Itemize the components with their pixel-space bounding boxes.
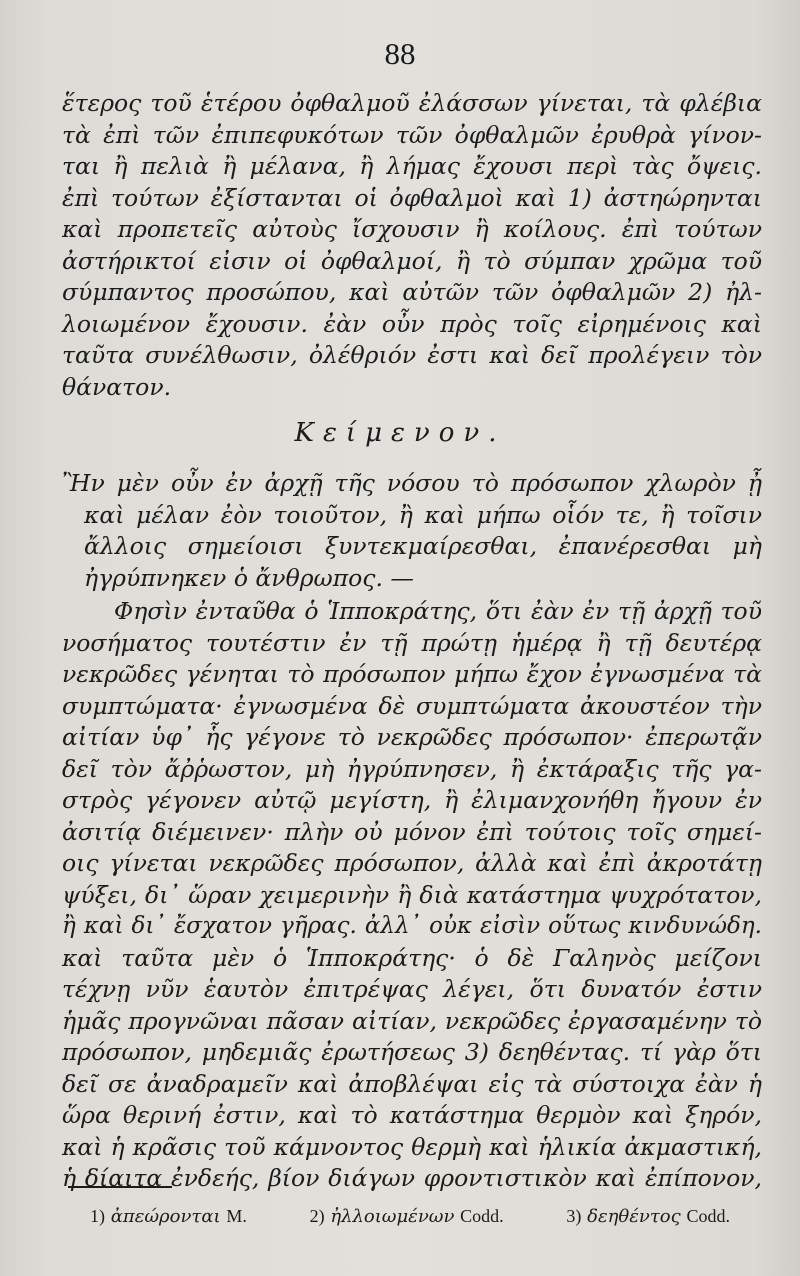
commentary-line: ψύξει, δι᾽ ὥραν χειμερινὴν ἢ διὰ κατάστημα ψυχρότατον, (62, 880, 762, 909)
footnote-source: Codd. (686, 1206, 730, 1226)
footnote-source: M. (226, 1206, 247, 1226)
commentary-line: δεῖ σε ἀναδραμεῖν καὶ ἀποβλέψαι εἰς τὰ σύστοιχα ἐὰν ἡ (62, 1069, 762, 1098)
footnote-variant: ἀπεώρονται (110, 1206, 221, 1227)
text-line: ται ἢ πελιὰ ἢ μέλανα, ἢ λήμας ἔχουσι περὶ τὰς ὄψεις. (62, 152, 762, 180)
commentary-line: δεῖ τὸν ἄῤῥωστον, μὴ ἠγρύπνησεν, ἢ ἐκτάραξις τῆς γα- (62, 754, 762, 783)
footnote-2 (310, 1206, 504, 1227)
text-line: ἐπὶ τούτων ἐξίστανται οἱ ὀφθαλμοὶ καὶ 1) ἀστηώρηνται (62, 183, 762, 212)
text-line: λοιωμένον ἔχουσιν. ἐὰν οὖν πρὸς τοῖς εἰρημένοις καὶ (62, 309, 762, 338)
text-line: καὶ προπετεῖς αὐτοὺς ἴσχουσιν ἢ κοίλους. ἐπὶ τούτων (62, 215, 762, 243)
text-line: σύμπαντος προσώπου, καὶ αὐτῶν τῶν ὀφθαλμῶν 2) ἠλ- (62, 278, 762, 306)
footnote-3 (566, 1206, 730, 1227)
commentary-line: καὶ ταῦτα μὲν ὁ Ἱπποκράτης· ὁ δὲ Γαληνὸς μείζονι (62, 943, 762, 972)
footnote-divider (68, 1186, 172, 1188)
footnotes (90, 1206, 730, 1227)
text-line: ταῦτα συνέλθωσιν, ὀλέθριόν ἐστι καὶ δεῖ προλέγειν τὸν (62, 341, 762, 369)
commentary-line: καὶ ἡ κρᾶσις τοῦ κάμνοντος θερμὴ καὶ ἡλικία ἀκμαστική, (62, 1132, 762, 1161)
commentary-line: οις γίνεται νεκρῶδες πρόσωπον, ἀλλὰ καὶ ἐπὶ ἀκροτάτῃ (62, 849, 762, 877)
footnote-number: 1) (90, 1206, 105, 1226)
footnote-variant: ἠλλοιωμένων (330, 1206, 455, 1227)
footnote-source: Codd. (460, 1206, 504, 1226)
text-line: θάνατον. (62, 372, 172, 401)
quote-line: Ἢν μὲν οὖν ἐν ἀρχῇ τῆς νόσου τὸ πρόσωπον χλωρὸν ᾖ (62, 469, 762, 497)
hippocratic-quote (62, 468, 762, 594)
commentary-line: πρόσωπον, μηδεμιᾶς ἐρωτήσεως 3) δεηθέντας. τί γὰρ ὅτι (62, 1038, 762, 1066)
paragraph-continuation (62, 88, 762, 403)
commentary-line: Φησὶν ἐνταῦθα ὁ Ἱπποκράτης, ὅτι ἐὰν ἐν τῇ ἀρχῇ τοῦ (114, 597, 762, 625)
commentary-line: ἡμᾶς προγνῶναι πᾶσαν αἰτίαν, νεκρῶδες ἐργασαμένην τὸ (62, 1006, 762, 1035)
commentary-line: στρὸς γέγονεν αὐτῷ μεγίστη, ἢ ἐλιμανχονήθη ἤγουν ἐν (62, 786, 762, 814)
footnote-1 (90, 1206, 247, 1227)
quote-line: καὶ μέλαν ἐὸν τοιοῦτον, ἢ καὶ μήπω οἷόν τε, ἢ τοῖσιν (84, 500, 762, 529)
section-heading: Κείμενον. (294, 418, 506, 448)
text-line: ἀστήρικτοί εἰσιν οἱ ὀφθαλμοί, ἢ τὸ σύμπαν χρῶμα τοῦ (62, 246, 762, 275)
quote-line: ἠγρύπνηκεν ὁ ἄνθρωπος. — (84, 563, 414, 592)
footnote-variant: δεηθέντος (587, 1206, 681, 1227)
quote-line: ἄλλοις σημείοισι ξυντεκμαίρεσθαι, ἐπανέρεσθαι μὴ (84, 532, 762, 560)
commentary-line: ἢ καὶ δι᾽ ἔσχατον γῆρας. ἀλλ᾽ οὐκ εἰσὶν οὕτως κινδυνώδη. (62, 913, 762, 939)
commentary-paragraph (62, 596, 762, 1195)
page-number: 88 (384, 36, 416, 71)
commentary-line: ἀσιτίᾳ διέμεινεν· πλὴν οὐ μόνον ἐπὶ τούτοις τοῖς σημεί- (62, 817, 762, 846)
footnote-number: 2) (309, 1206, 325, 1226)
commentary-line: τέχνῃ νῦν ἑαυτὸν ἐπιτρέψας λέγει, ὅτι δυνατόν ἐστιν (62, 975, 762, 1003)
commentary-line: ἡ δίαιτα ἐνδεής, βίον διάγων φροντιστικὸν καὶ ἐπίπονον, (62, 1164, 762, 1192)
text-line: τὰ ἐπὶ τῶν ἐπιπεφυκότων τῶν ὀφθαλμῶν ἐρυθρὰ γίνον- (62, 120, 762, 149)
footnote-number: 3) (566, 1206, 582, 1226)
commentary-line: αἰτίαν ὑφ᾽ ἧς γέγονε τὸ νεκρῶδες πρόσωπον· ἐπερωτᾷν (62, 723, 762, 751)
commentary-line: νεκρῶδες γένηται τὸ πρόσωπον μήπω ἔχον ἐγνωσμένα τὰ (62, 660, 762, 688)
commentary-line: συμπτώματα· ἐγνωσμένα δὲ συμπτώματα ἀκουστέον τὴν (62, 691, 762, 720)
commentary-line: νοσήματος τουτέστιν ἐν τῇ πρώτῃ ἡμέρᾳ ἢ τῇ δευτέρᾳ (62, 628, 762, 657)
text-line: ἕτερος τοῦ ἑτέρου ὀφθαλμοῦ ἐλάσσων γίνεται, τὰ φλέβια (62, 89, 762, 117)
commentary-line: ὥρα θερινή ἐστιν, καὶ τὸ κατάστημα θερμὸν καὶ ξηρόν, (62, 1101, 762, 1129)
